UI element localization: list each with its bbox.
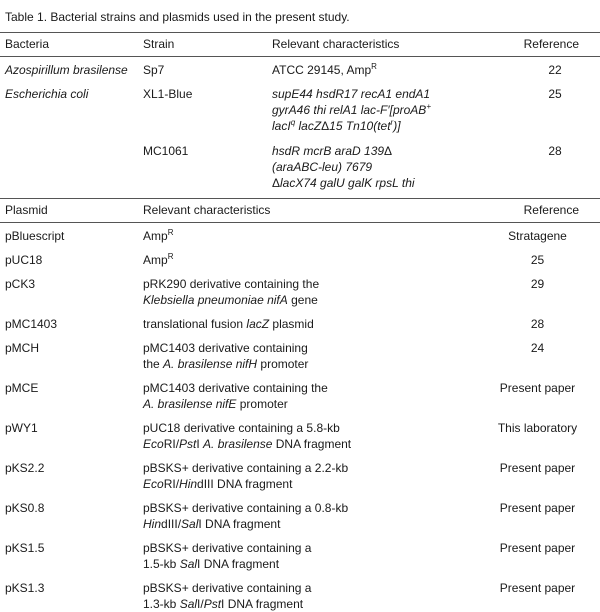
characteristics-text: pBSKS+ derivative containing a — [143, 541, 312, 555]
characteristics-text: pRK290 derivative containing the — [143, 277, 320, 291]
reference-text: Present paper — [499, 501, 576, 515]
reference-text: Present paper — [499, 581, 576, 595]
plasmid-name: pCK3 — [5, 277, 36, 291]
header-reference: Reference — [523, 37, 579, 51]
reference-text: 24 — [530, 341, 545, 355]
reference-text: Present paper — [499, 381, 576, 395]
characteristics-text: Amp$^R$ — [143, 228, 174, 243]
header-bacteria: Bacteria — [5, 37, 50, 51]
header-rule — [0, 222, 600, 223]
characteristics-text: ΔlacX74 galU galK rpsL thi — [272, 176, 415, 190]
characteristics-text: translational fusion lacZ plasmid — [143, 317, 314, 331]
plasmid-name: pKS2.2 — [5, 461, 45, 475]
reference-text: 22 — [548, 63, 562, 77]
characteristics-text: (araABC-leu) 7679 — [272, 160, 373, 174]
characteristics-text: ATCC 29145, Amp$^R$ — [272, 62, 377, 77]
characteristics-text: pMC1403 derivative containing — [143, 341, 308, 355]
strain-name: Sp7 — [143, 63, 165, 77]
characteristics-text: HindIII/SalI DNA fragment — [143, 517, 281, 531]
header-characteristics: Relevant characteristics — [143, 203, 271, 217]
plasmid-name: pWY1 — [5, 421, 38, 435]
plasmid-name: pMC1403 — [5, 317, 58, 331]
reference-text: 25 — [548, 87, 562, 101]
top-rule — [0, 32, 600, 33]
plasmid-name: pUC18 — [5, 253, 43, 267]
reference-text: This laboratory — [497, 421, 578, 435]
plasmid-name: pBluescript — [5, 229, 65, 243]
characteristics-text: hsdR mcrB araD 139Δ — [272, 144, 393, 158]
characteristics-text: Klebsiella pneumoniae nifA gene — [143, 293, 318, 307]
reference-text: 29 — [530, 277, 545, 291]
characteristics-text: Amp$^R$ — [143, 252, 174, 267]
strain-name: XL1-Blue — [143, 87, 193, 101]
characteristics-text: gyrA46 thi relA1 lac-F′[proAB+ — [272, 102, 431, 117]
plasmid-name: pKS1.5 — [5, 541, 45, 555]
characteristics-text: pBSKS+ derivative containing a — [143, 581, 312, 595]
characteristics-text: pBSKS+ derivative containing a 0.8-kb — [143, 501, 349, 515]
bacteria-name: Azospirillum brasilense — [5, 63, 128, 77]
characteristics-text: pMC1403 derivative containing the — [143, 381, 328, 395]
characteristics-text: lacI$^q$ lacZΔ15 Tn10(tet$^r$)] — [272, 118, 401, 133]
characteristics-text: 1.5-kb SalI DNA fragment — [143, 557, 280, 571]
table-caption: Table 1. Bacterial strains and plasmids used in the present study. — [5, 10, 350, 24]
reference-text: 28 — [548, 144, 562, 158]
reference-text: 28 — [530, 317, 545, 331]
section-rule — [0, 198, 600, 199]
strain-name: MC1061 — [143, 144, 189, 158]
bacteria-name: Escherichia coli — [5, 87, 89, 101]
plasmid-name: pMCH — [5, 341, 40, 355]
characteristics-text: A. brasilense nifE promoter — [143, 397, 288, 411]
reference-text: Present paper — [499, 461, 576, 475]
plasmid-name: pKS0.8 — [5, 501, 45, 515]
header-reference: Reference — [523, 203, 579, 217]
header-characteristics: Relevant characteristics — [272, 37, 400, 51]
reference-text: Present paper — [499, 541, 576, 555]
characteristics-text: EcoRI/PstI A. brasilense DNA fragment — [143, 437, 352, 451]
reference-text: 25 — [530, 253, 545, 267]
header-strain: Strain — [143, 37, 175, 51]
header-rule — [0, 56, 600, 57]
reference-text: Stratagene — [508, 229, 567, 243]
characteristics-text: pUC18 derivative containing a 5.8-kb — [143, 421, 340, 435]
header-plasmid: Plasmid — [5, 203, 48, 217]
characteristics-text: 1.3-kb SalI/PstI DNA fragment — [143, 597, 304, 611]
plasmid-name: pKS1.3 — [5, 581, 45, 595]
characteristics-text: pBSKS+ derivative containing a 2.2-kb — [143, 461, 349, 475]
characteristics-text: the A. brasilense nifH promoter — [143, 357, 309, 371]
characteristics-text: supE44 hsdR17 recA1 endA1 — [272, 87, 431, 101]
plasmid-name: pMCE — [5, 381, 39, 395]
characteristics-text: EcoRI/HindIII DNA fragment — [143, 477, 293, 491]
